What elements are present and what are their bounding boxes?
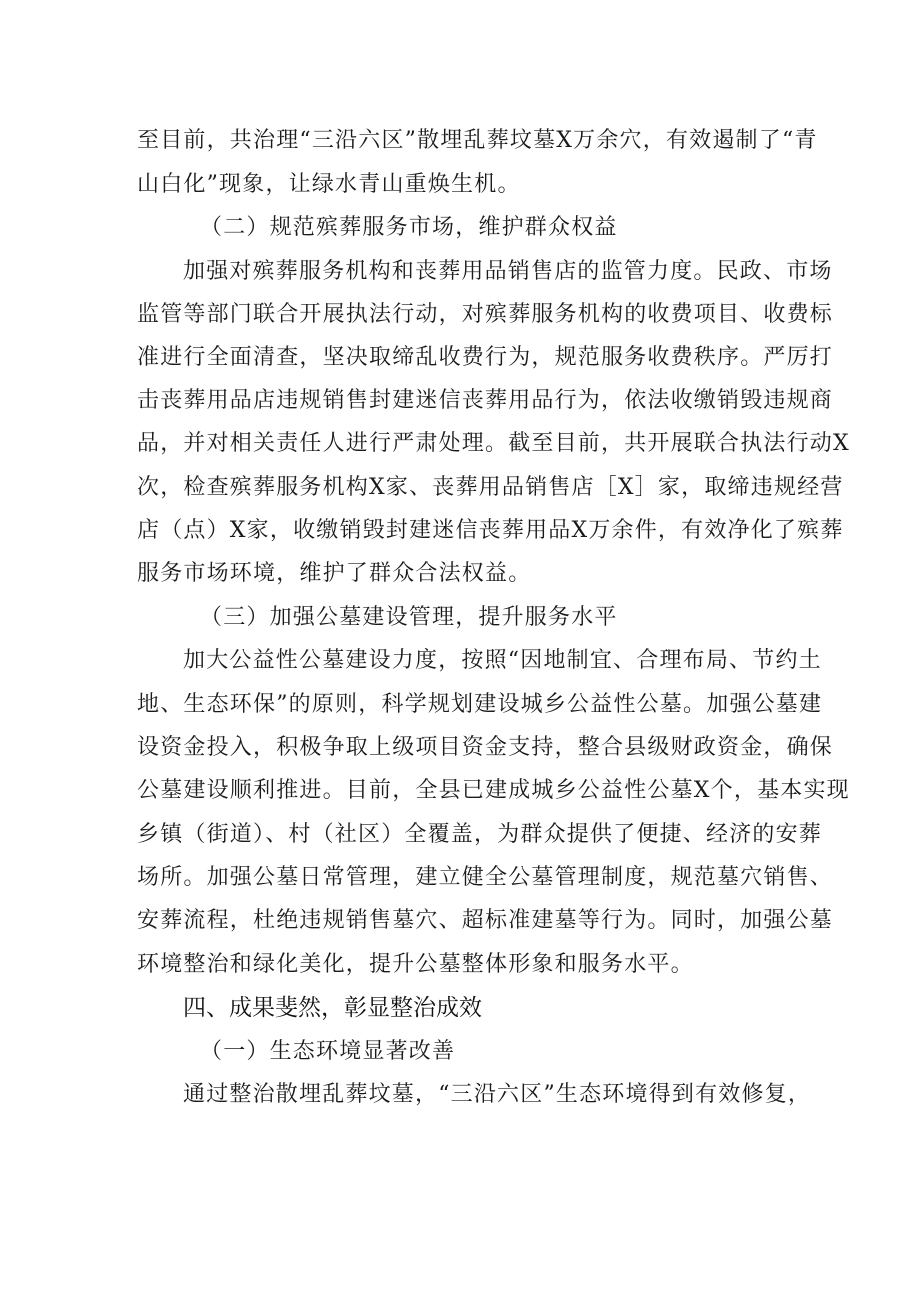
paragraph-line: 店（点）X家，收缴销毁封建迷信丧葬用品X万余件，有效净化了殡葬 (137, 518, 844, 543)
paragraph-line: 次，检查殡葬服务机构X家、丧葬用品销售店［X］家，取缔违规经营 (137, 475, 844, 500)
paragraph-line: 击丧葬用品店违规销售封建迷信丧葬用品行为，依法收缴销毁违规商 (137, 388, 834, 413)
paragraph-line: 山白化”现象，让绿水青山重焕生机。 (137, 172, 521, 197)
paragraph-line: 准进行全面清查，坚决取缔乱收费行为，规范服务收费秩序。严厉打 (137, 345, 834, 370)
paragraph-line: 公墓建设顺利推进。目前，全县已建成城乡公益性公墓X个，基本实现 (137, 778, 850, 803)
paragraph-line: 安葬流程，杜绝违规销售墓穴、超标准建墓等行为。同时，加强公墓 (137, 908, 834, 933)
paragraph-line: 设资金投入，积极争取上级项目资金支持，整合县级财政资金，确保 (137, 735, 834, 760)
section-heading: 四、成果斐然，彰显整治成效 (183, 995, 482, 1021)
section-subheading: （一）生态环境显著改善 (200, 1039, 456, 1064)
paragraph-line: 加强对殡葬服务机构和丧葬用品销售店的监管力度。民政、市场 (183, 259, 833, 284)
paragraph-line: 环境整治和绿化美化，提升公墓整体形象和服务水平。 (137, 952, 694, 977)
paragraph-line: 通过整治散埋乱葬坟墓，“三沿六区”生态环境得到有效修复， (183, 1082, 812, 1107)
paragraph-line: 场所。加强公墓日常管理，建立健全公墓管理制度，规范墓穴销售、 (137, 865, 834, 890)
paragraph-line: 加大公益性公墓建设力度，按照“因地制宜、合理布局、节约土 (183, 648, 822, 673)
section-subheading: （二）规范殡葬服务市场，维护群众权益 (200, 215, 618, 240)
paragraph-line: 监管等部门联合开展执法行动，对殡葬服务机构的收费项目、收费标 (137, 302, 834, 327)
paragraph-line: 品，并对相关责任人进行严肃处理。截至目前，共开展联合执法行动X (137, 431, 850, 456)
paragraph-line: 乡镇（街道）、村（社区）全覆盖，为群众提供了便捷、经济的安葬 (137, 822, 823, 847)
section-subheading: （三）加强公墓建设管理，提升服务水平 (200, 605, 618, 630)
paragraph-line: 地、生态环保”的原则，科学规划建设城乡公益性公墓。加强公墓建 (137, 692, 823, 717)
paragraph-line: 至目前，共治理“三沿六区”散埋乱葬坟墓X万余穴，有效遏制了“青 (137, 128, 818, 153)
paragraph-line: 服务市场环境，维护了群众合法权益。 (137, 561, 532, 586)
